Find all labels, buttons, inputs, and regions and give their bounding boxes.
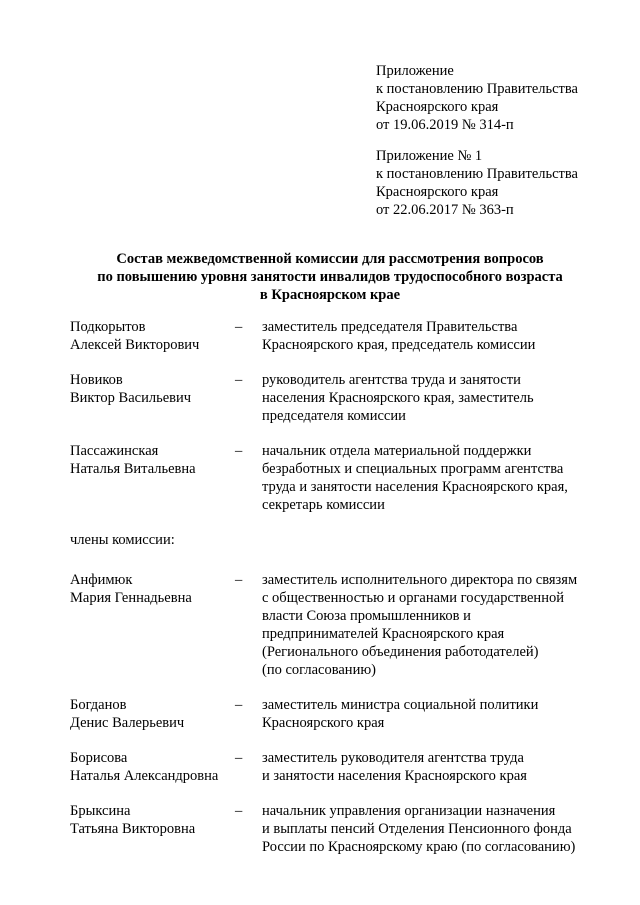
member-entry [70, 749, 630, 785]
role-line: заместитель руководителя агентства труда [262, 750, 524, 766]
role-line: Красноярского края, председатель комиссии [262, 337, 536, 353]
role-line: России по Красноярскому краю (по согласованию) [262, 839, 576, 855]
appendix-line: Приложение № 1 [376, 148, 483, 164]
appendix-line: от 19.06.2019 № 314-п [376, 117, 514, 133]
role-line: и занятости населения Красноярского края [262, 768, 527, 784]
member-role [262, 371, 632, 425]
member-entry [70, 442, 630, 514]
member-surname: Новиков [70, 372, 123, 388]
member-entry [70, 318, 630, 354]
member-entry [70, 571, 630, 679]
document-title [40, 250, 620, 304]
appendix-line: от 22.06.2017 № 363-п [376, 202, 514, 218]
member-surname: Анфимюк [70, 572, 133, 588]
member-role [262, 802, 632, 856]
member-name [70, 318, 240, 354]
member-role [262, 318, 632, 354]
members-section-label: члены комиссии: [70, 532, 175, 548]
role-line: (по согласованию) [262, 662, 376, 678]
member-surname: Борисова [70, 750, 128, 766]
member-entry [70, 371, 630, 425]
role-line: (Регионального объединения работодателей) [262, 644, 539, 660]
member-name [70, 571, 240, 607]
member-dash: – [235, 372, 243, 388]
role-line: секретарь комиссии [262, 497, 385, 513]
appendix-header-original [376, 147, 626, 219]
member-name [70, 696, 240, 732]
role-line: заместитель министра социальной политики [262, 697, 539, 713]
role-line: и выплаты пенсий Отделения Пенсионного фонда [262, 821, 572, 837]
member-name [70, 442, 240, 478]
member-given-name: Денис Валерьевич [70, 715, 185, 731]
title-line: по повышению уровня занятости инвалидов трудоспособного возраста [97, 269, 563, 285]
member-given-name: Наталья Витальевна [70, 461, 196, 477]
role-line: начальник отдела материальной поддержки [262, 443, 532, 459]
member-role [262, 442, 632, 514]
role-line: населения Красноярского края, заместитель [262, 390, 534, 406]
member-role [262, 696, 632, 732]
role-line: с общественностью и органами государственной [262, 590, 564, 606]
appendix-line: к постановлению Правительства [376, 166, 578, 182]
member-given-name: Наталья Александровна [70, 768, 219, 784]
title-line: Состав межведомственной комиссии для рассмотрения вопросов [116, 251, 544, 267]
member-role [262, 571, 632, 679]
member-given-name: Татьяна Викторовна [70, 821, 196, 837]
title-line: в Красноярском крае [259, 287, 401, 303]
member-entry [70, 696, 630, 732]
appendix-line: Красноярского края [376, 184, 499, 200]
member-surname: Подкорытов [70, 319, 146, 335]
member-surname: Брыксина [70, 803, 131, 819]
member-dash: – [235, 319, 243, 335]
member-entry [70, 802, 630, 856]
role-line: председателя комиссии [262, 408, 406, 424]
role-line: начальник управления организации назначения [262, 803, 556, 819]
member-given-name: Алексей Викторович [70, 337, 200, 353]
role-line: предпринимателей Красноярского края [262, 626, 505, 642]
member-surname: Богданов [70, 697, 127, 713]
role-line: заместитель исполнительного директора по связям [262, 572, 578, 588]
appendix-line: Приложение [376, 63, 454, 79]
member-dash: – [235, 572, 243, 588]
commission-list [70, 318, 630, 873]
member-name [70, 749, 240, 785]
member-dash: – [235, 443, 243, 459]
role-line: Красноярского края [262, 715, 385, 731]
member-surname: Пассажинская [70, 443, 159, 459]
role-line: власти Союза промышленников и [262, 608, 471, 624]
role-line: руководитель агентства труда и занятости [262, 372, 521, 388]
appendix-line: Красноярского края [376, 99, 499, 115]
member-given-name: Виктор Васильевич [70, 390, 192, 406]
member-name [70, 371, 240, 407]
role-line: труда и занятости населения Красноярского края, [262, 479, 568, 495]
appendix-header-current [376, 62, 626, 134]
member-dash: – [235, 697, 243, 713]
role-line: безработных и специальных программ агентства [262, 461, 564, 477]
member-given-name: Мария Геннадьевна [70, 590, 192, 606]
member-dash: – [235, 750, 243, 766]
appendix-line: к постановлению Правительства [376, 81, 578, 97]
member-role [262, 749, 632, 785]
role-line: заместитель председателя Правительства [262, 319, 518, 335]
member-name [70, 802, 240, 838]
member-dash: – [235, 803, 243, 819]
